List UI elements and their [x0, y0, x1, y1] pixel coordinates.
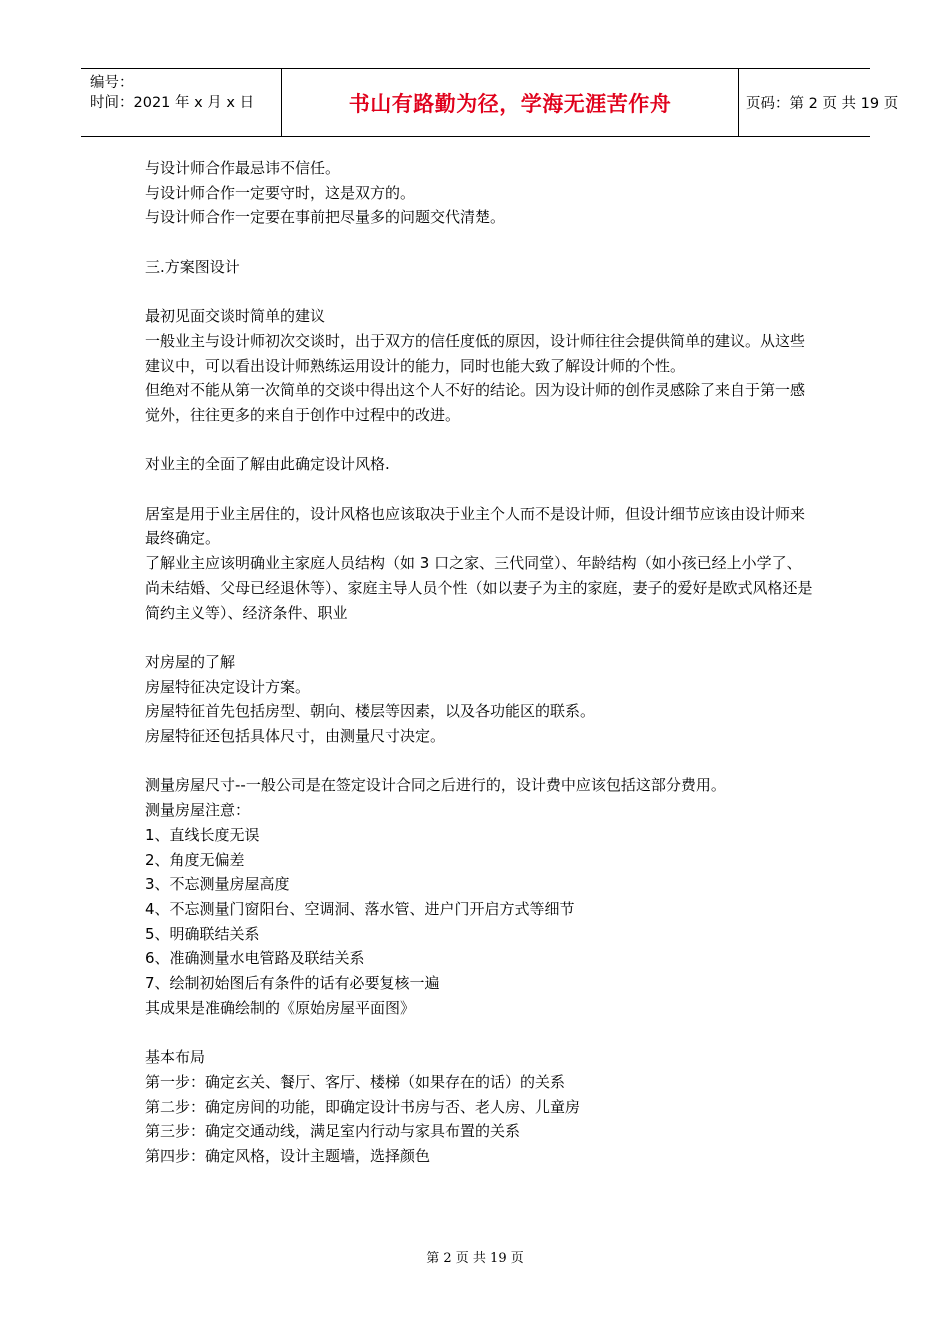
- header-page-info: 页码：第 2 页 共 19 页: [746, 96, 899, 112]
- paragraph: 但绝对不能从第一次简单的交谈中得出这个人不好的结论。因为设计师的创作灵感除了来自于第一感觉外，往往更多的来自于创作中过程中的改进。: [145, 381, 806, 424]
- document-body: [145, 156, 815, 1169]
- paragraph: 房屋特征还包括具体尺寸，由测量尺寸决定。: [145, 727, 446, 746]
- paragraph: 一般业主与设计师初次交谈时，出于双方的信任度低的原因，设计师往往会提供简单的建议。从这些建议中，可以看出设计师熟练运用设计的能力，同时也能大致了解设计师的个性。: [145, 331, 806, 375]
- subheading: 对业主的全面了解由此确定设计风格.: [145, 455, 390, 474]
- list-item: 第一步：确定玄关、餐厅、客厅、楼梯（如果存在的话）的关系: [145, 1072, 566, 1091]
- list-item: 第三步：确定交通动线，满足室内行动与家具布置的关系: [145, 1122, 521, 1141]
- page-header: [81, 68, 899, 137]
- paragraph: 房屋特征首先包括房型、朝向、楼层等因素，以及各功能区的联系。: [145, 702, 596, 721]
- paragraph: 与设计师合作一定要守时，这是双方的。: [145, 183, 416, 202]
- header-motto: 书山有路勤为径，学海无涯苦作舟: [281, 69, 739, 136]
- paragraph: 房屋特征决定设计方案。: [145, 677, 311, 696]
- paragraph: 与设计师合作最忌讳不信任。: [145, 159, 341, 177]
- header-meta: [81, 69, 281, 136]
- list-item: 5、明确联结关系: [145, 924, 260, 943]
- subheading: 最初见面交谈时简单的建议: [145, 307, 326, 326]
- list-item: 4、不忘测量门窗阳台、空调洞、落水管、进户门开启方式等细节: [145, 900, 575, 918]
- list-item: 2、角度无偏差: [145, 850, 245, 869]
- list-item: 第四步：确定风格，设计主题墙，选择颜色: [145, 1147, 431, 1166]
- paragraph: 与设计师合作一定要在事前把尽量多的问题交代清楚。: [145, 208, 506, 227]
- subheading: 基本布局: [145, 1048, 206, 1067]
- list-item: 1、直线长度无误: [145, 825, 260, 844]
- list-item: 6、准确测量水电管路及联结关系: [145, 949, 365, 968]
- subheading: 对房屋的了解: [145, 652, 236, 671]
- paragraph: 了解业主应该明确业主家庭人员结构（如 3 口之家、三代同堂）、年龄结构（如小孩已经上小学了、尚未结婚、父母已经退休等）、家庭主导人员个性（如以妻子为主的家庭，妻子的爱好是欧式风格还是简约主义等）、经济条件、职业: [145, 554, 813, 622]
- list-item: 7、绘制初始图后有条件的话有必要复核一遍: [145, 974, 440, 993]
- paragraph: 其成果是准确绘制的《原始房屋平面图》: [145, 998, 416, 1017]
- page-footer: 第 2 页 共 19 页: [426, 1251, 524, 1266]
- list-item: 第二步：确定房间的功能，即确定设计书房与否、老人房、儿童房: [145, 1097, 581, 1116]
- paragraph: 测量房屋注意：: [145, 801, 251, 820]
- document-date: 时间：2021 年 x 月 x 日: [90, 95, 255, 111]
- paragraph: 测量房屋尺寸--一般公司是在签定设计合同之后进行的，设计费中应该包括这部分费用。: [145, 776, 726, 795]
- section-heading: 三.方案图设计: [145, 257, 240, 276]
- list-item: 3、不忘测量房屋高度: [145, 875, 290, 894]
- document-number-label: 编号：: [90, 75, 134, 91]
- paragraph: 居室是用于业主居住的，设计风格也应该取决于业主个人而不是设计师，但设计细节应该由设计师来最终确定。: [145, 504, 806, 548]
